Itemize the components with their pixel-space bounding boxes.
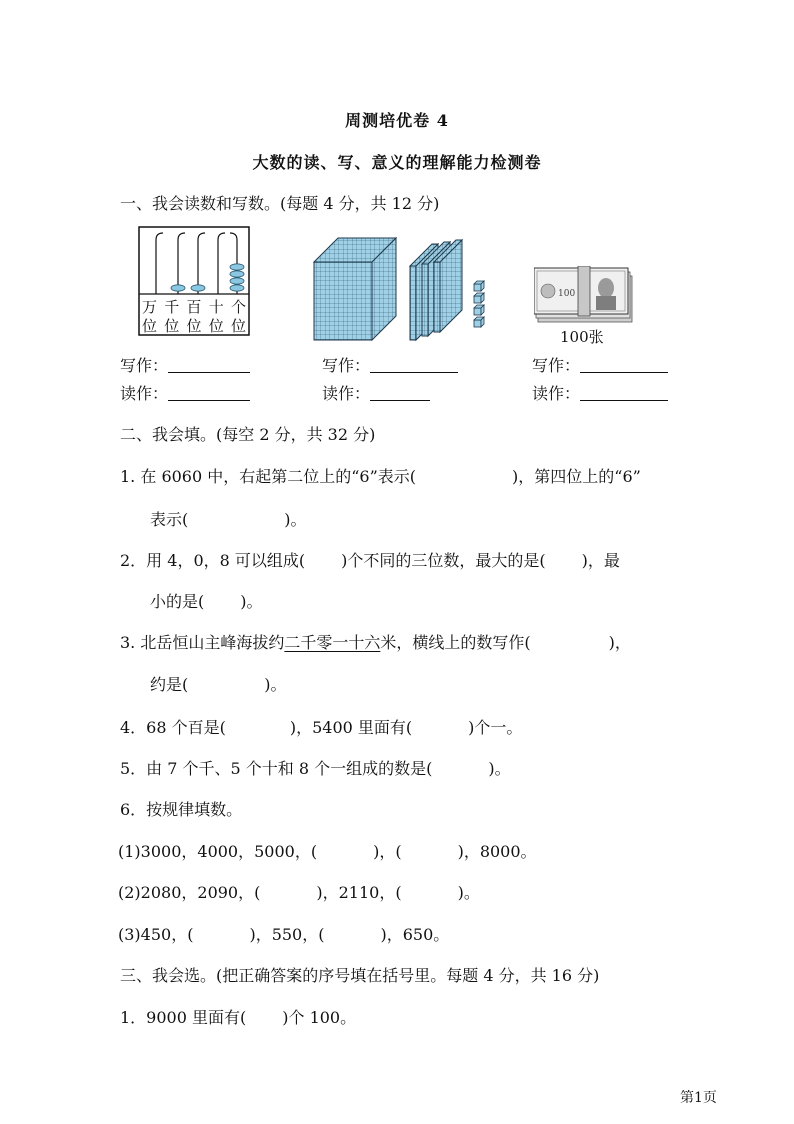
- q2-2-line-2: [150, 589, 263, 612]
- q2-2-text-a: 2．用 4，0，8 可以组成(: [120, 551, 306, 570]
- write-blank-3[interactable]: [580, 358, 668, 373]
- banknote-caption: 100张: [560, 328, 604, 346]
- q2-5-text-a: 5．由 7 个千、5 个十和 8 个一组成的数是(: [120, 759, 433, 778]
- q2-2-text-c: )，最: [581, 551, 620, 570]
- q2-4-line: [120, 715, 522, 738]
- q2-6-2-text-a: (2)2080，2090，(: [118, 883, 261, 902]
- q2-1-line-2: [150, 507, 307, 530]
- page-subtitle: 大数的读、写、意义的理解能力检测卷: [252, 153, 542, 172]
- q2-4-text-b: )，5400 里面有(: [289, 718, 413, 737]
- q2-6-heading: 6．按规律填数。: [120, 800, 243, 819]
- abacus-label-wei-2: 位: [164, 317, 180, 335]
- q2-5-text-b: )。: [488, 759, 511, 778]
- q2-6-2-text-c: )。: [457, 883, 480, 902]
- read-label-3: 读作：: [532, 384, 581, 403]
- write-label-1: 写作：: [120, 356, 169, 375]
- q2-1-text-b: )，第四位上的“6”: [512, 467, 641, 486]
- q2-2-line-1: [120, 548, 620, 571]
- cubes-figure: [312, 236, 492, 342]
- q2-3-line-1: [120, 630, 631, 653]
- abacus-label-wan: 万: [142, 298, 158, 316]
- thousand-cube-icon: [312, 236, 492, 342]
- abacus-place-row-2: [142, 315, 246, 336]
- abacus-place-row-1: [142, 296, 246, 317]
- q3-1-text-a: 1．9000 里面有(: [120, 1008, 247, 1027]
- read-blank-3[interactable]: [580, 386, 668, 401]
- q2-6-3-text-c: )，650。: [380, 925, 450, 944]
- banknote-stack-figure: [534, 266, 634, 324]
- q2-6-1-line: [118, 839, 537, 862]
- q2-1-text-c: 表示(: [150, 510, 189, 529]
- section3-heading: 三、我会选。(把正确答案的序号填在括号里。每题 4 分，共 16 分): [120, 966, 600, 985]
- q2-3-text-e: )。: [264, 675, 287, 694]
- q2-3-text-b: 米，横线上的数写作(: [380, 633, 531, 652]
- q3-1-text-b: )个 100。: [282, 1008, 357, 1027]
- read-blank-2[interactable]: [370, 386, 430, 401]
- write-blank-2[interactable]: [370, 358, 458, 373]
- q2-3-underlined-number: 二千零一十六: [284, 633, 381, 652]
- q3-1-line: [120, 1005, 356, 1028]
- q2-4-text-a: 4．68 个百是(: [120, 718, 226, 737]
- write-item-1: [120, 353, 250, 376]
- abacus-label-bai: 百: [186, 298, 202, 316]
- abacus-label-wei-3: 位: [186, 317, 202, 335]
- section2-heading: 二、我会填。(每空 2 分，共 32 分): [120, 425, 376, 444]
- q2-4-text-c: )个一。: [468, 718, 523, 737]
- q2-5-line: [120, 756, 511, 779]
- q2-3-text-d: 约是(: [150, 675, 189, 694]
- q2-6-1-text-b: )，(: [373, 842, 402, 861]
- q2-2-text-d: 小的是(: [150, 592, 205, 611]
- read-item-1: [120, 381, 250, 404]
- q2-6-3-line: [118, 922, 449, 945]
- write-item-3: [532, 353, 668, 376]
- q2-6-2-line: [118, 880, 480, 903]
- q2-6-2-text-b: )，2110，(: [316, 883, 402, 902]
- section1-heading: 一、我会读数和写数。(每题 4 分，共 12 分): [120, 194, 440, 213]
- abacus-label-wei-5: 位: [230, 317, 246, 335]
- abacus-label-qian: 千: [164, 298, 180, 316]
- q2-2-text-b: )个不同的三位数，最大的是(: [341, 551, 546, 570]
- banknote-icon: [534, 266, 634, 324]
- q2-1-text-d: )。: [284, 510, 307, 529]
- q2-3-text-c: )，: [608, 633, 631, 652]
- q2-6-1-text-c: )，8000。: [457, 842, 537, 861]
- write-label-2: 写作：: [322, 356, 371, 375]
- read-blank-1[interactable]: [168, 386, 250, 401]
- abacus-figure: [138, 226, 250, 336]
- q2-6-3-text-a: (3)450，(: [118, 925, 194, 944]
- banknote-value-text: 100: [558, 289, 576, 299]
- write-item-2: [322, 353, 458, 376]
- abacus-label-shi: 十: [208, 298, 224, 316]
- abacus-label-ge: 个: [230, 298, 246, 316]
- page-number: 第1页: [680, 1090, 717, 1106]
- q2-6-1-text-a: (1)3000，4000，5000，(: [118, 842, 318, 861]
- q2-3-line-2: [150, 672, 287, 695]
- q2-1-line-1: [120, 464, 641, 487]
- q2-2-text-e: )。: [240, 592, 263, 611]
- page-title: 周测培优卷 4: [345, 111, 449, 130]
- q2-6-3-text-b: )，550，(: [249, 925, 325, 944]
- write-label-3: 写作：: [532, 356, 581, 375]
- q2-3-text-a: 3. 北岳恒山主峰海拔约: [120, 633, 285, 652]
- write-blank-1[interactable]: [168, 358, 250, 373]
- read-label-1: 读作：: [120, 384, 169, 403]
- abacus-label-wei-4: 位: [208, 317, 224, 335]
- read-item-3: [532, 381, 668, 404]
- q2-1-text-a: 1. 在 6060 中，右起第二位上的“6”表示(: [120, 467, 417, 486]
- abacus-label-wei-1: 位: [142, 317, 158, 335]
- read-item-2: [322, 381, 430, 404]
- read-label-2: 读作：: [322, 384, 371, 403]
